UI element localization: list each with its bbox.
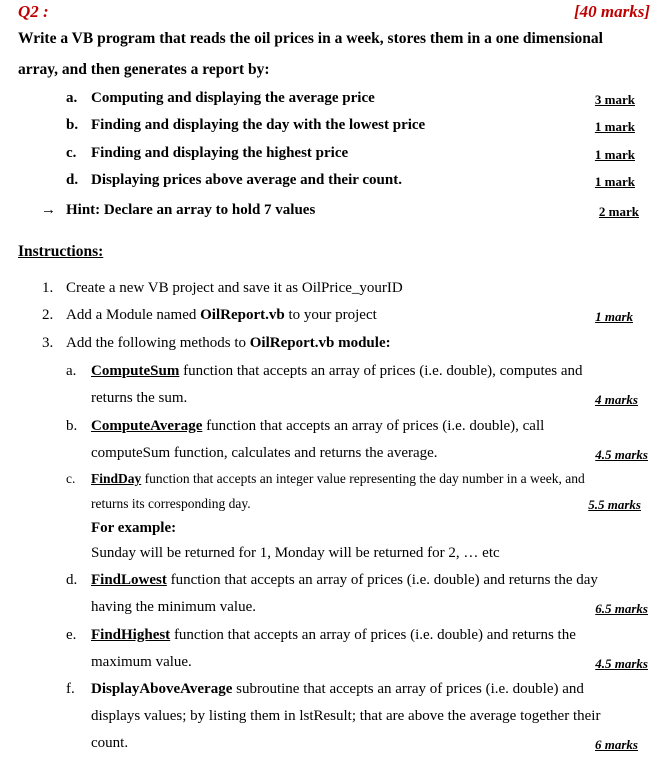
method-b-mark: 4.5 marks bbox=[595, 447, 648, 462]
question-number: Q2 : bbox=[18, 2, 49, 21]
method-e-mark: 4.5 marks bbox=[595, 656, 648, 671]
method-a-mark: 4 marks bbox=[595, 392, 638, 407]
method-f-mark: 6 marks bbox=[595, 737, 638, 752]
step-1-text: Create a new VB project and save it as OilPrice_yourID bbox=[66, 280, 403, 296]
requirement-text-d: Displaying prices above average and their count. bbox=[91, 172, 402, 188]
step-3-number: 3. bbox=[42, 335, 54, 351]
method-letter-d: d. bbox=[66, 572, 78, 588]
requirement-mark-c: 1 mark bbox=[594, 147, 635, 162]
requirement-letter-c: c. bbox=[66, 145, 77, 161]
total-marks: [40 marks] bbox=[573, 2, 650, 21]
method-c-line-1: FindDay function that accepts an integer value representing the day number in a week, and bbox=[91, 471, 585, 486]
intro-line-1: Write a VB program that reads the oil prices in a week, stores them in a one dimensional bbox=[18, 30, 603, 47]
example-text: Sunday will be returned for 1, Monday will be returned for 2, … etc bbox=[91, 545, 500, 561]
method-d-line-1: FindLowest function that accepts an array of prices (i.e. double) and returns the day bbox=[91, 572, 598, 588]
requirement-mark-d: 1 mark bbox=[594, 174, 635, 189]
method-letter-e: e. bbox=[66, 627, 77, 643]
method-letter-c: c. bbox=[66, 471, 76, 486]
requirement-letter-b: b. bbox=[66, 117, 79, 133]
instructions-title: Instructions: bbox=[18, 243, 104, 260]
method-a-line-1: ComputeSum function that accepts an array of prices (i.e. double), computes and bbox=[91, 363, 583, 379]
example-label: For example: bbox=[91, 520, 177, 536]
arrow-icon: → bbox=[41, 202, 56, 218]
method-letter-a: a. bbox=[66, 363, 77, 379]
step-2-number: 2. bbox=[42, 307, 54, 323]
hint-mark: 2 mark bbox=[598, 204, 639, 219]
method-b-line-1: ComputeAverage function that accepts an array of prices (i.e. double), call bbox=[91, 418, 545, 434]
intro-line-2: array, and then generates a report by: bbox=[18, 61, 270, 78]
method-b-line-2: computeSum function, calculates and returns the average. bbox=[91, 445, 438, 461]
step-2-text: Add a Module named OilReport.vb to your project bbox=[66, 307, 377, 323]
method-c-line-2: returns its corresponding day. bbox=[91, 496, 251, 511]
method-f-line-1: DisplayAboveAverage subroutine that accepts an array of prices (i.e. double) and bbox=[91, 681, 584, 697]
step-3-text: Add the following methods to OilReport.vb module: bbox=[66, 335, 391, 351]
method-d-mark: 6.5 marks bbox=[595, 601, 648, 616]
method-f-line-2: displays values; by listing them in lstResult; that are above the average together their bbox=[91, 708, 601, 724]
requirement-letter-d: d. bbox=[66, 172, 79, 188]
requirement-letter-a: a. bbox=[66, 90, 78, 106]
method-e-line-1: FindHighest function that accepts an array of prices (i.e. double) and returns the bbox=[91, 627, 576, 643]
requirement-mark-a: 3 mark bbox=[594, 92, 635, 107]
method-e-line-2: maximum value. bbox=[91, 654, 192, 670]
hint-text: Hint: Declare an array to hold 7 values bbox=[66, 202, 316, 218]
method-letter-f: f. bbox=[66, 681, 75, 697]
requirement-text-b: Finding and displaying the day with the lowest price bbox=[91, 117, 426, 133]
requirement-text-a: Computing and displaying the average price bbox=[91, 90, 375, 106]
method-d-line-2: having the minimum value. bbox=[91, 599, 256, 615]
method-a-line-2: returns the sum. bbox=[91, 390, 188, 406]
requirement-mark-b: 1 mark bbox=[594, 119, 635, 134]
method-c-mark: 5.5 marks bbox=[588, 497, 641, 512]
method-letter-b: b. bbox=[66, 418, 78, 434]
step-2-mark: 1 mark bbox=[595, 309, 633, 324]
requirement-text-c: Finding and displaying the highest price bbox=[91, 145, 349, 161]
step-1-number: 1. bbox=[42, 280, 54, 296]
method-f-line-3: count. bbox=[91, 735, 129, 751]
